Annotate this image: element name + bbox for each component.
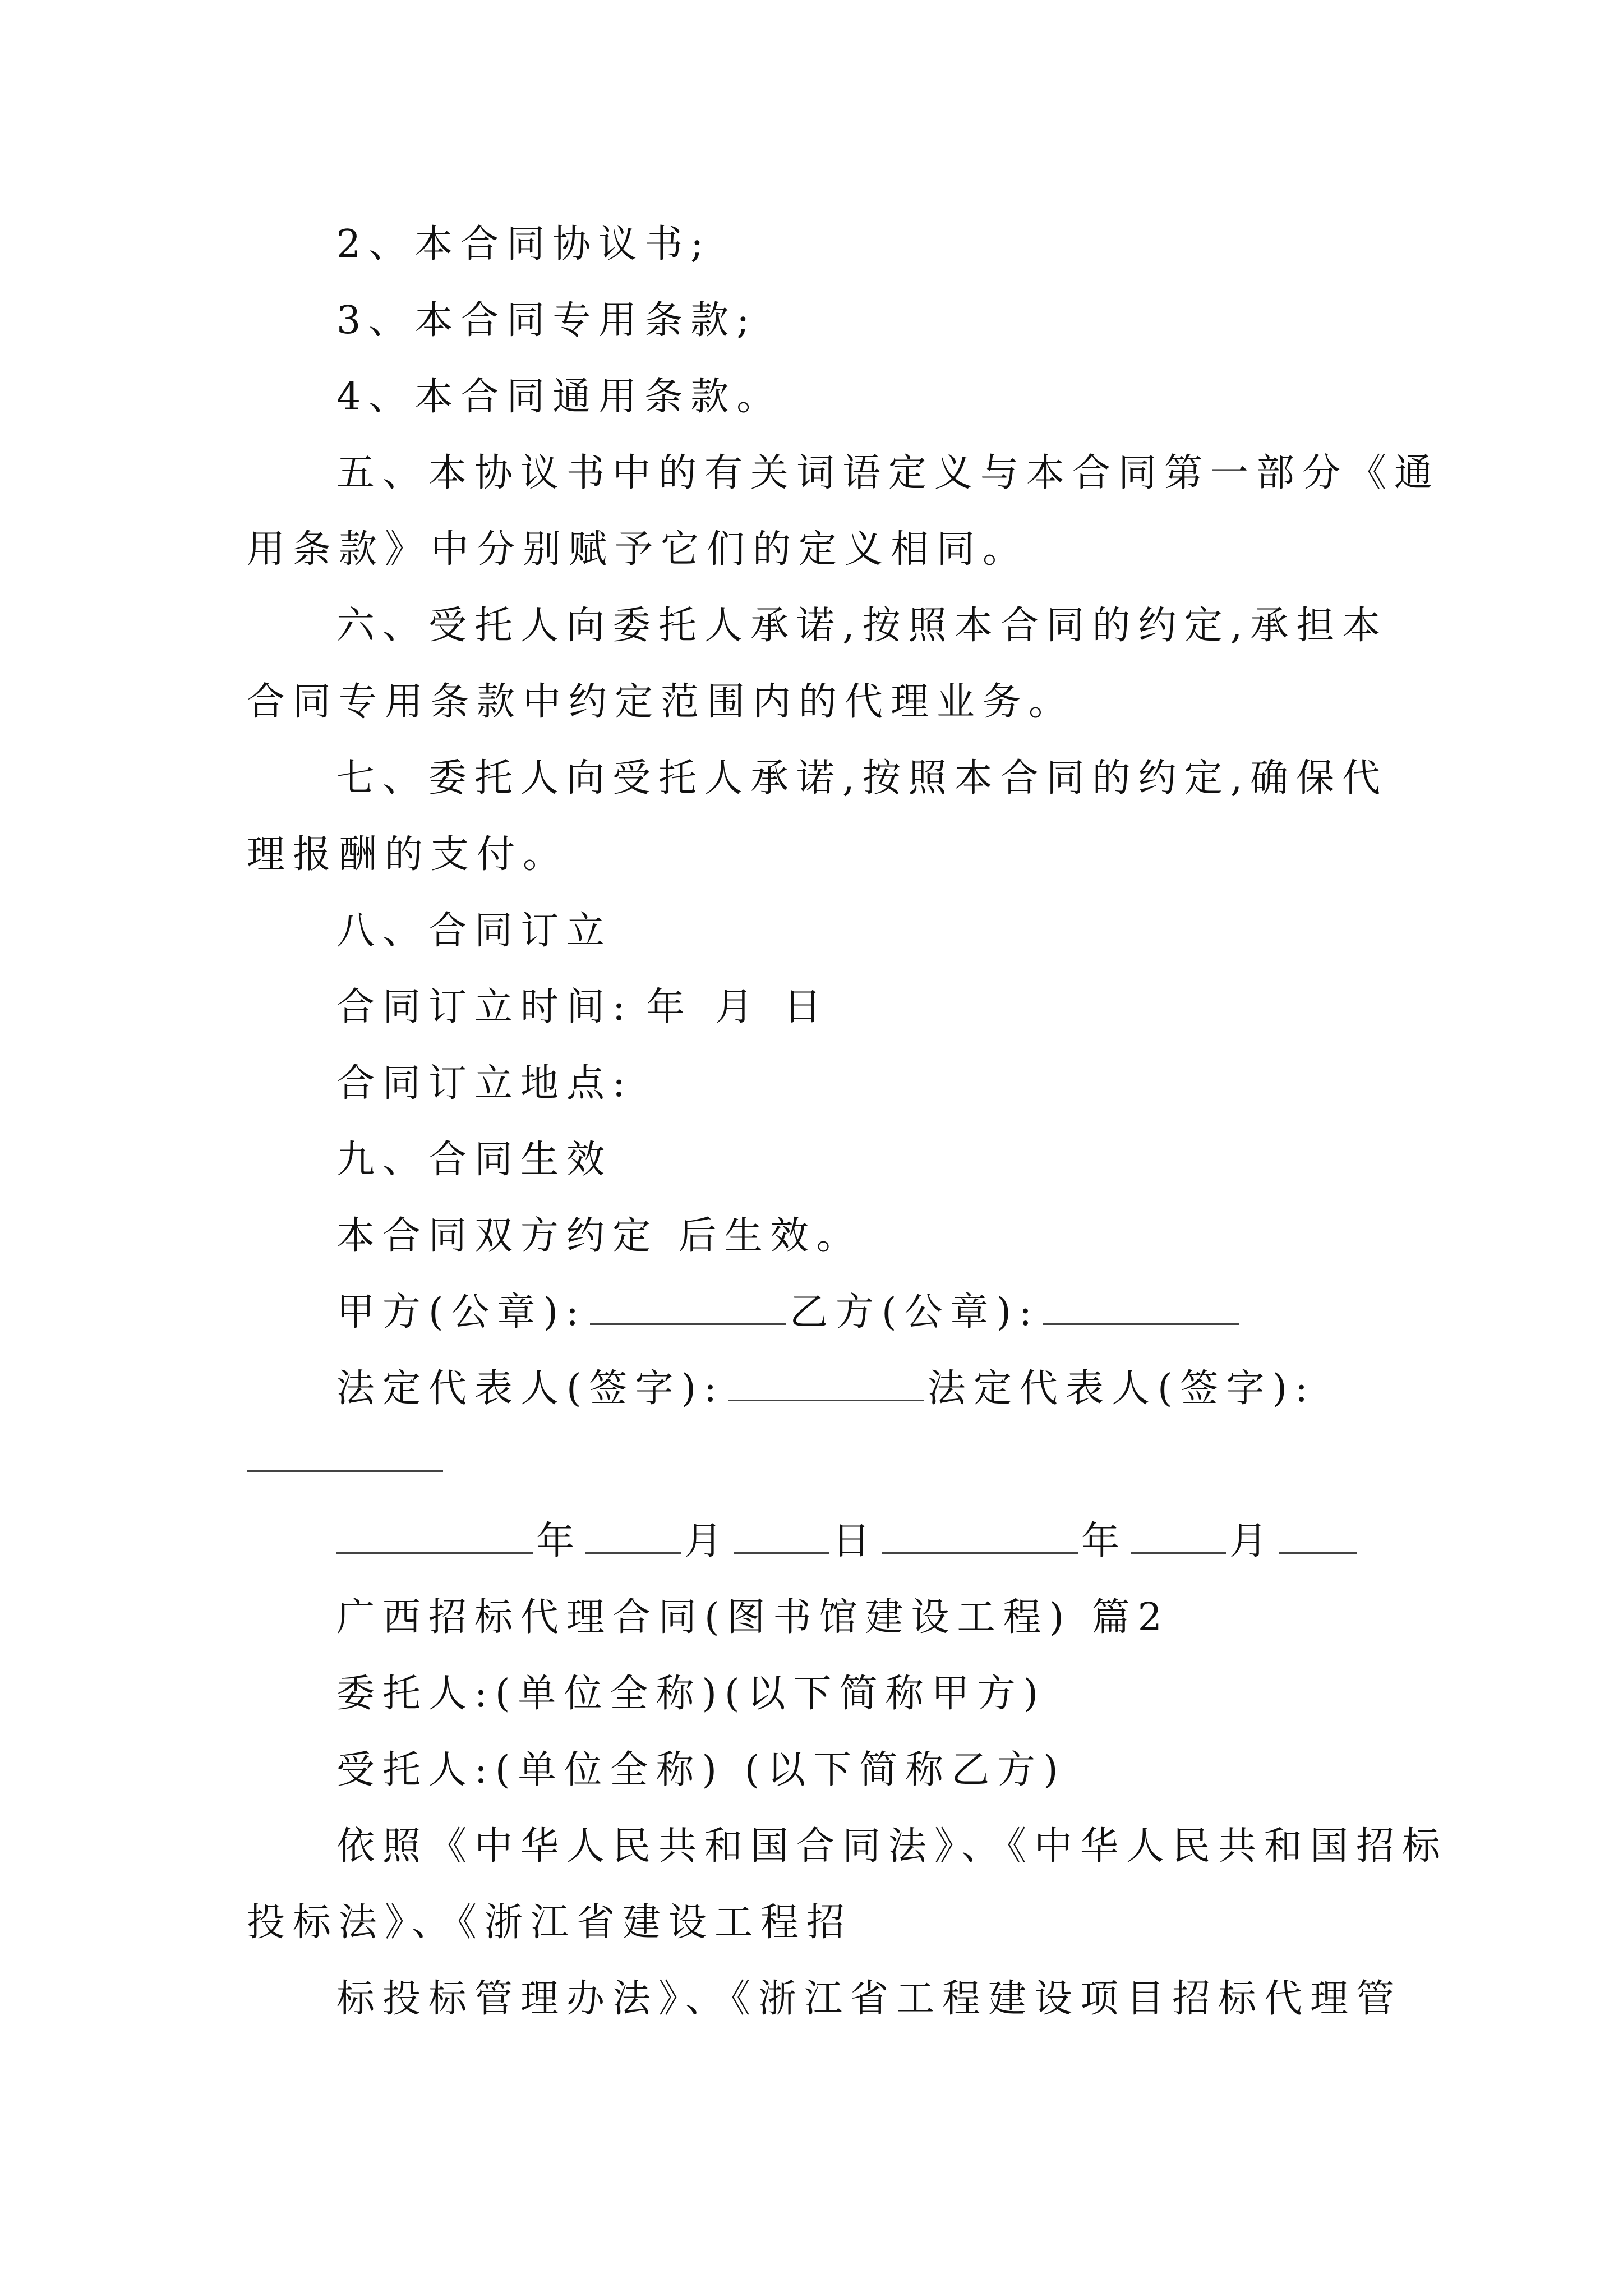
seal-line: [247, 1274, 1376, 1351]
effective-clause: 本合同双方约定 后生效。: [336, 1214, 863, 1258]
clause-3: 3、本合同专用条款;: [336, 298, 758, 343]
basis-line-2: 投标法》、《浙江省建设工程招: [247, 1901, 853, 1945]
month-unit: 月: [714, 985, 761, 1029]
party-a-seal-label: 甲方(公章):: [336, 1290, 587, 1335]
legal-rep-line: [247, 1351, 1376, 1427]
basis-line-3: 标投标管理办法》、《浙江省工程建设项目招标代理管: [336, 1977, 1403, 2021]
article-5-line-2: 用条款》中分别赋予它们的定义相同。: [247, 527, 1029, 572]
party-a-year-blank: [336, 1513, 533, 1554]
section-2-heading: 广西招标代理合同(图书馆建设工程) 篇2: [336, 1595, 1170, 1640]
party-b-month-blank: [1131, 1513, 1226, 1554]
party-a-month-blank: [585, 1513, 681, 1554]
contract-date-label: 合同订立时间:: [336, 985, 633, 1029]
article-8-heading: 八、合同订立: [336, 909, 613, 953]
day-unit: 日: [783, 985, 829, 1029]
party-b-year-unit: 年: [1081, 1519, 1128, 1563]
contract-place-line: 合同订立地点:: [336, 1061, 633, 1106]
article-9-heading: 九、合同生效: [336, 1138, 613, 1182]
party-b-seal-blank: [1043, 1284, 1239, 1325]
party-a-seal-blank: [590, 1284, 786, 1325]
party-a-month-unit: 月: [684, 1519, 731, 1563]
client-line: 委托人:(单位全称)(以下简称甲方): [336, 1672, 1046, 1716]
legal-rep-b-blank: [247, 1431, 443, 1472]
legal-rep-b-blank-line: [247, 1421, 1376, 1498]
basis-line-1: 依照《中华人民共和国合同法》、《中华人民共和国招标: [336, 1824, 1449, 1869]
party-b-seal-label: 乙方(公章):: [789, 1290, 1040, 1335]
legal-rep-b-label: 法定代表人(签字):: [927, 1366, 1316, 1411]
party-b-month-unit: 月: [1229, 1519, 1276, 1563]
party-a-day-unit: 日: [832, 1519, 879, 1563]
article-7-line-2: 理报酬的支付。: [247, 832, 569, 877]
contract-date-line: [247, 969, 1376, 1046]
party-b-day-blank: [1279, 1513, 1357, 1554]
article-6-line-2: 合同专用条款中约定范围内的代理业务。: [247, 680, 1075, 724]
party-a-year-unit: 年: [536, 1519, 583, 1563]
article-5-line-1: 五、本协议书中的有关词语定义与本合同第一部分《通: [336, 451, 1441, 495]
legal-rep-a-blank: [728, 1360, 924, 1401]
clause-2: 2、本合同协议书;: [336, 222, 712, 266]
clause-4: 4、本合同通用条款。: [336, 375, 783, 419]
agent-line: 受托人:(单位全称) (以下简称乙方): [336, 1748, 1066, 1792]
article-7-line-1: 七、委托人向受托人承诺,按照本合同的约定,确保代: [336, 756, 1389, 800]
party-a-day-blank: [734, 1513, 829, 1554]
year-unit: 年: [646, 985, 693, 1029]
signing-date-line: [247, 1503, 1376, 1580]
party-b-year-blank: [882, 1513, 1078, 1554]
legal-rep-a-label: 法定代表人(签字):: [336, 1366, 725, 1411]
article-6-line-1: 六、受托人向委托人承诺,按照本合同的约定,承担本: [336, 604, 1389, 648]
